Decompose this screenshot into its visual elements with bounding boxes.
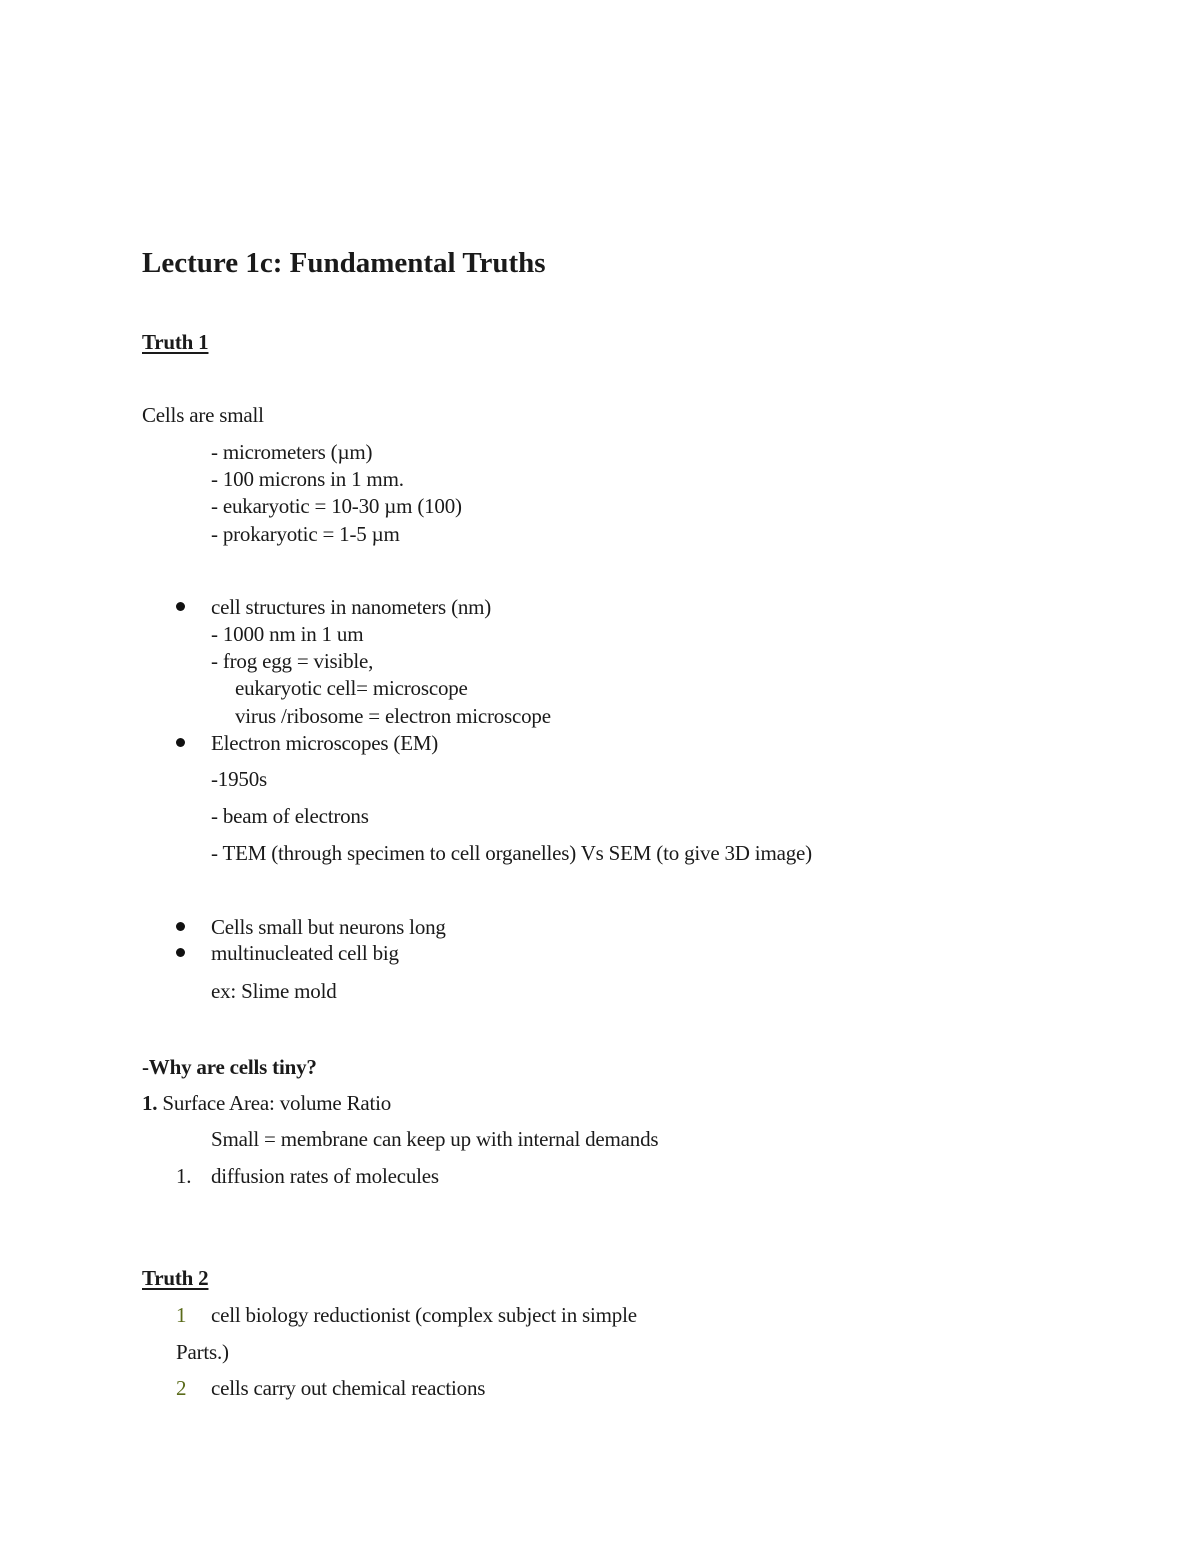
sub-item: - TEM (through specimen to cell organelles) Vs SEM (to give 3D image) bbox=[211, 841, 812, 865]
sub-item: eukaryotic cell= microscope bbox=[235, 676, 468, 700]
why-point-1-text: Surface Area: volume Ratio bbox=[162, 1091, 392, 1115]
why-point-1-sub: Small = membrane can keep up with internal demands bbox=[211, 1127, 659, 1151]
truth-1-intro: Cells are small bbox=[142, 403, 264, 427]
bullet-text: Cells small but neurons long bbox=[211, 915, 446, 939]
why-question: -Why are cells tiny? bbox=[142, 1055, 317, 1079]
sub-item: ex: Slime mold bbox=[211, 979, 337, 1003]
dash-item: - prokaryotic = 1-5 µm bbox=[211, 522, 400, 546]
dash-item: - eukaryotic = 10-30 µm (100) bbox=[211, 494, 462, 518]
list-text: cell biology reductionist (complex subject in simple bbox=[211, 1303, 637, 1327]
bullet-dot-icon bbox=[176, 738, 185, 747]
bullet-dot-icon bbox=[176, 948, 185, 957]
bullet-text: cell structures in nanometers (nm) bbox=[211, 595, 492, 619]
bullet-dot-icon bbox=[176, 922, 185, 931]
list-text: cells carry out chemical reactions bbox=[211, 1376, 486, 1400]
truth-1-heading: Truth 1 bbox=[142, 330, 209, 354]
bullet-text: Electron microscopes (EM) bbox=[211, 731, 439, 755]
sub-item: virus /ribosome = electron microscope bbox=[235, 704, 551, 728]
list-text-continued: Parts.) bbox=[176, 1340, 229, 1364]
list-number: 1. bbox=[176, 1164, 192, 1188]
sub-item: -1950s bbox=[211, 767, 267, 791]
dash-item: - micrometers (µm) bbox=[211, 440, 373, 464]
bullet-text: multinucleated cell big bbox=[211, 941, 399, 965]
dash-item: - 100 microns in 1 mm. bbox=[211, 467, 404, 491]
page-title: Lecture 1c: Fundamental Truths bbox=[142, 247, 546, 279]
why-point-1-number: 1. bbox=[142, 1091, 158, 1115]
sub-item: - frog egg = visible, bbox=[211, 649, 374, 673]
sub-item: - beam of electrons bbox=[211, 804, 369, 828]
list-number: 1 bbox=[176, 1303, 187, 1327]
why-point-1 bbox=[142, 1090, 391, 1116]
sub-item: - 1000 nm in 1 um bbox=[211, 622, 364, 646]
list-text: diffusion rates of molecules bbox=[211, 1164, 439, 1188]
truth-2-heading: Truth 2 bbox=[142, 1266, 209, 1290]
list-number: 2 bbox=[176, 1376, 187, 1400]
bullet-dot-icon bbox=[176, 602, 185, 611]
